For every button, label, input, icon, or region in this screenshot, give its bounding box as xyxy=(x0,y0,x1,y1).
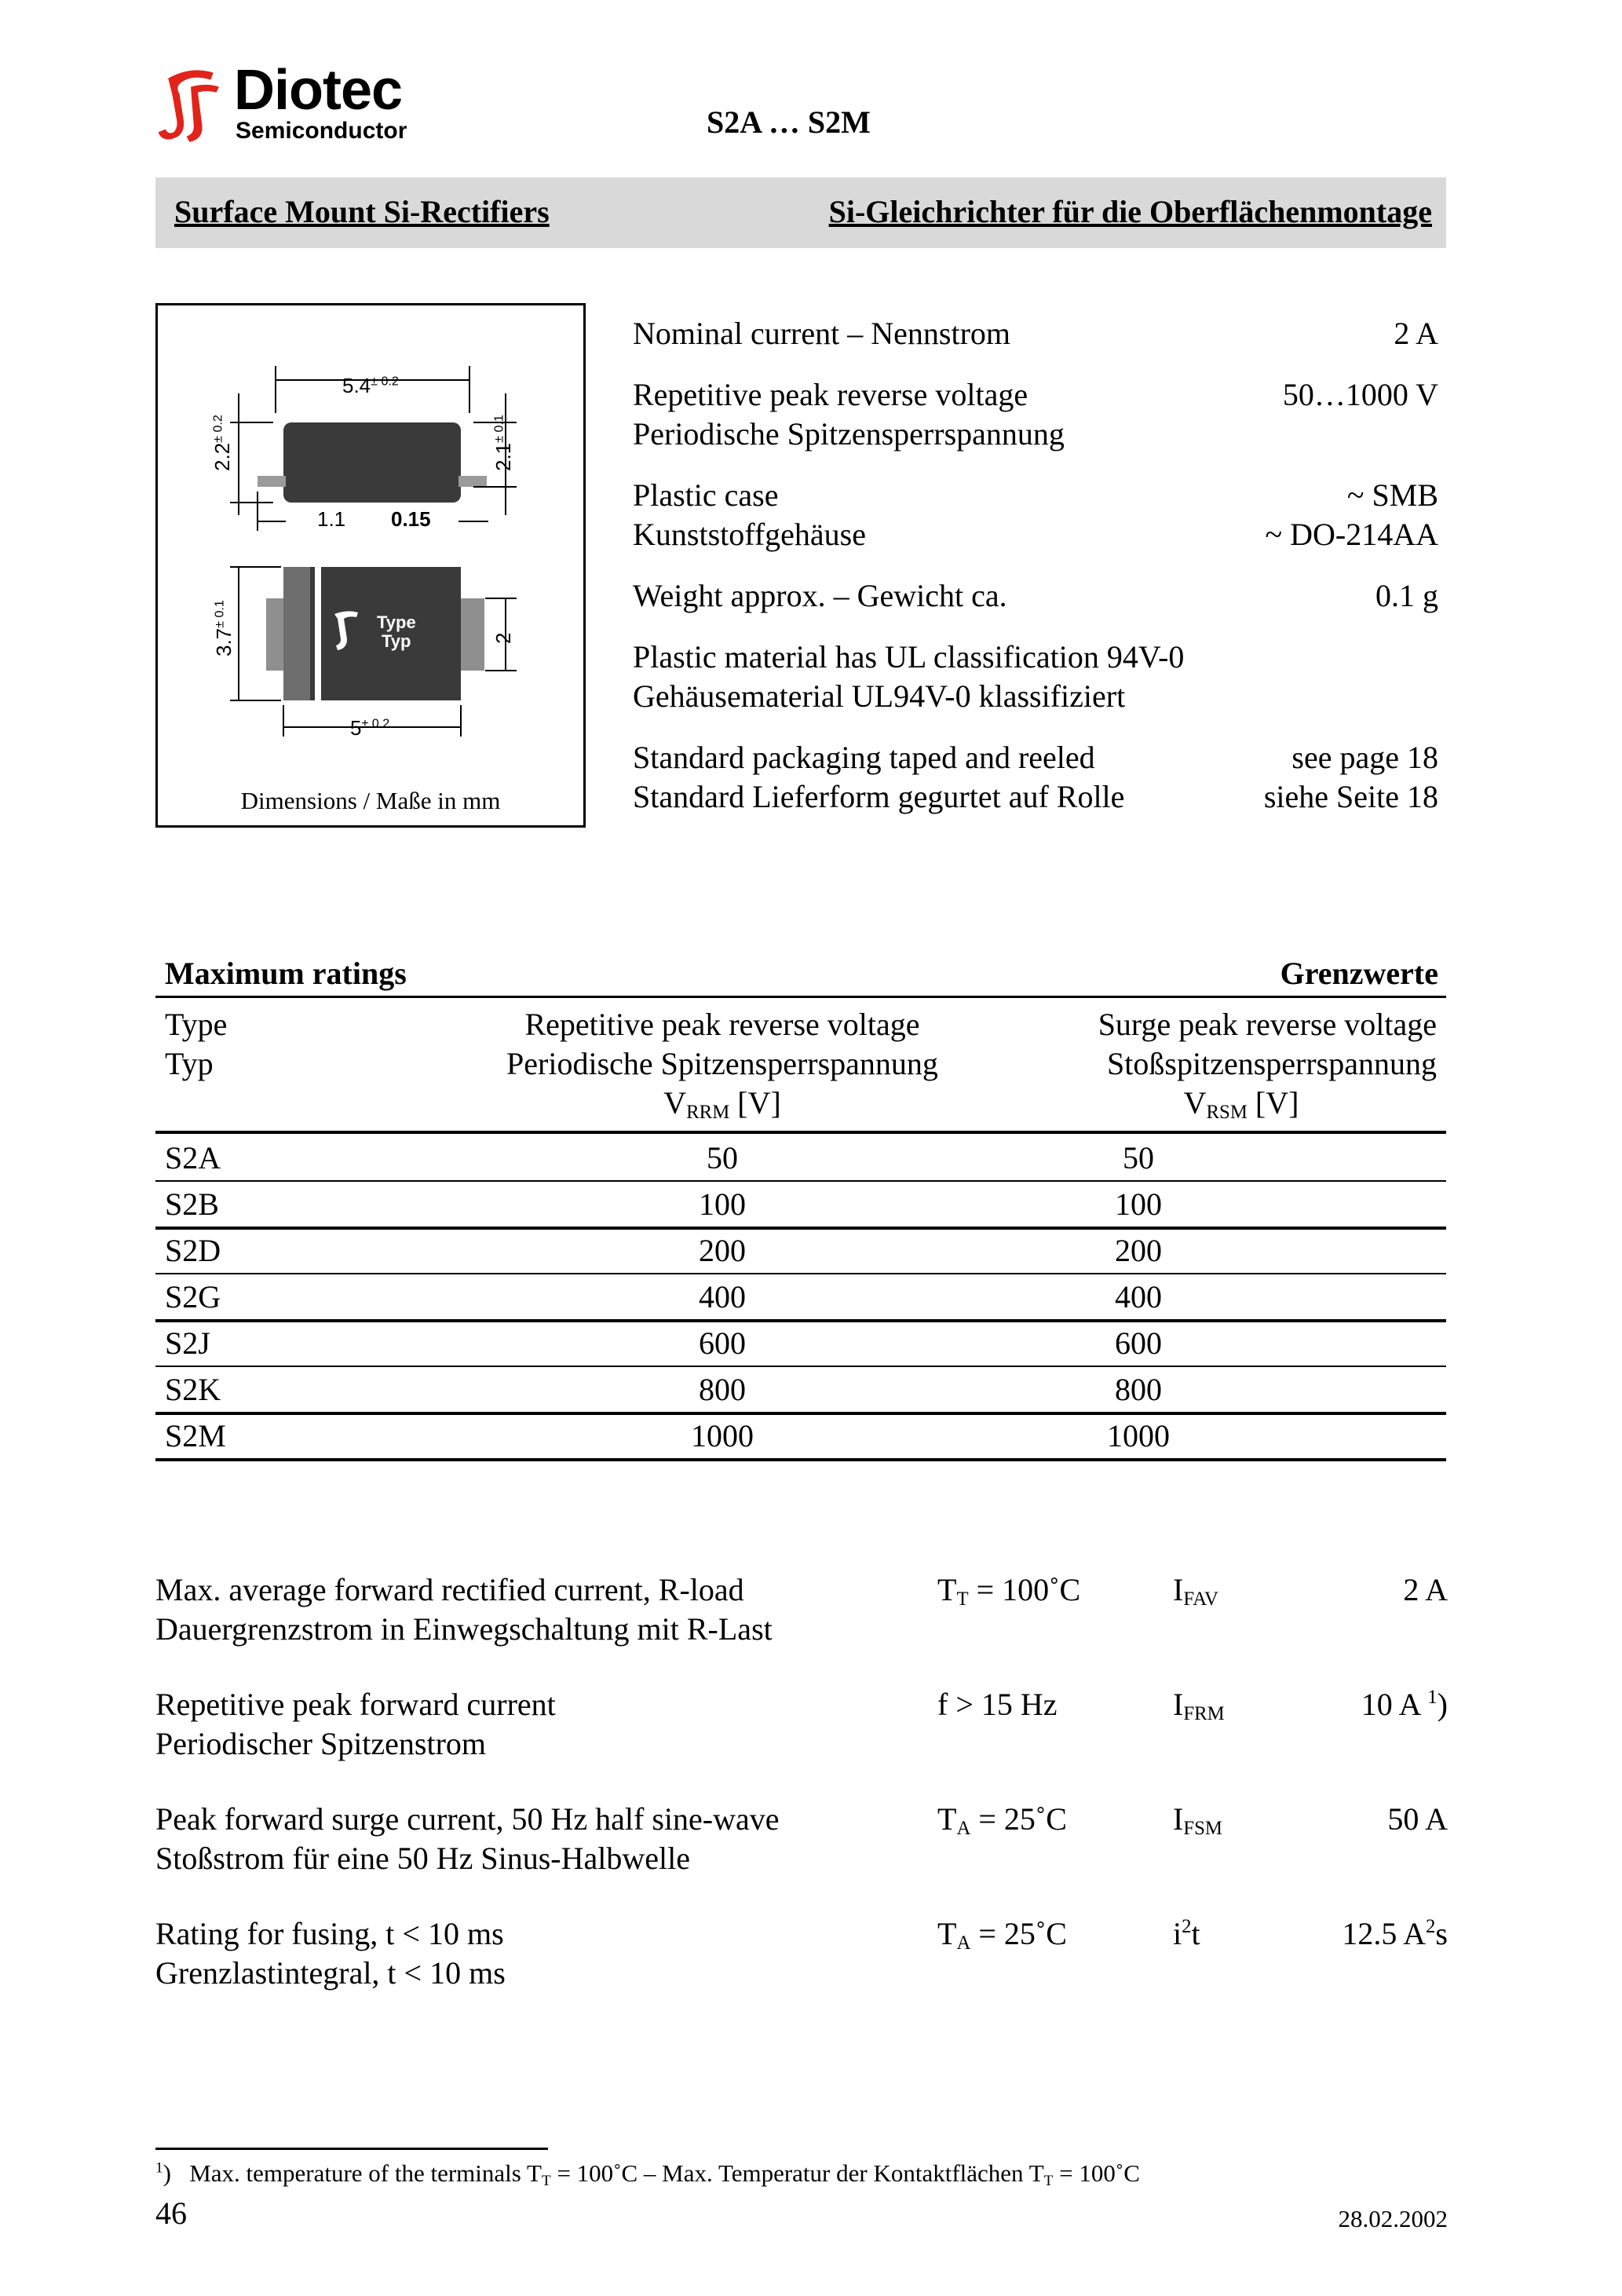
rating-row-rule xyxy=(155,1458,1446,1461)
pad-left xyxy=(266,598,283,671)
rating-vrrm-cell: 1000 xyxy=(691,1418,754,1453)
lead-left xyxy=(258,476,286,487)
rating-vrsm-cell: 600 xyxy=(1115,1325,1162,1361)
rating-vrsm-cell: 200 xyxy=(1115,1233,1162,1268)
ratings-title-en: Maximum ratings xyxy=(165,956,407,991)
param-condition: $T_A$ = 25˚C xyxy=(937,1916,1067,1954)
spec-packaging-label: Standard packaging taped and reeled Standard Lieferform gegurtet auf Rolle xyxy=(633,740,1125,814)
ratings-rule-header xyxy=(155,1131,1446,1134)
param-condition: $T_T$ = 100˚C xyxy=(937,1572,1081,1610)
cathode-band xyxy=(283,567,310,700)
spec-packaging-value: see page 18 siehe Seite 18 xyxy=(1263,740,1438,814)
section-title-en: Surface Mount Si-Rectifiers xyxy=(174,194,550,229)
footnote-rule xyxy=(155,2148,548,2150)
param-value: 2 A xyxy=(1403,1572,1448,1607)
param-symbol: $I_{FRM}$ xyxy=(1173,1687,1225,1725)
rating-vrrm-cell: 200 xyxy=(699,1233,746,1268)
rating-vrrm-cell: 400 xyxy=(699,1279,746,1314)
param-value: 50 A xyxy=(1387,1801,1448,1837)
document-title: S2A … S2M xyxy=(707,104,871,140)
package-side-body xyxy=(283,422,461,503)
param-symbol: $I_{FAV}$ xyxy=(1173,1572,1218,1610)
rating-type-cell: S2K xyxy=(165,1372,221,1407)
dim-length-top: $5.4^{\pm 0.2}$ xyxy=(342,374,399,397)
rating-type-cell: S2G xyxy=(165,1279,221,1314)
dim-height-right: $2.1^{\pm 0.1}$ xyxy=(491,415,515,471)
dim-length-bottom: $5^{\pm 0.2}$ xyxy=(350,716,390,740)
lead-right xyxy=(458,476,487,487)
param-symbol: $i^2t$ xyxy=(1173,1916,1200,1951)
rating-type-cell: S2M xyxy=(165,1418,226,1453)
spec-weight-label: Weight approx. – Gewicht ca. xyxy=(633,578,1007,613)
param-value: 12.5 $A^2s$ xyxy=(1342,1916,1448,1951)
rating-vrrm-cell: 600 xyxy=(699,1325,746,1361)
param-description: Peak forward surge current, 50 Hz half sine-wave Stoßstrom für eine 50 Hz Sinus-Halbwelle xyxy=(155,1801,780,1876)
package-marking-type: Type xyxy=(377,612,416,632)
diotec-logo-mark xyxy=(155,61,226,149)
spec-nominal-current-label: Nominal current – Nennstrom xyxy=(633,316,1010,351)
ratings-title-de: Grenzwerte xyxy=(1280,956,1438,991)
section-title-de: Si-Gleichrichter für die Oberflächenmontage xyxy=(828,194,1432,229)
dim-pad-width: 2 xyxy=(491,632,515,644)
param-description: Repetitive peak forward current Periodischer Spitzenstrom xyxy=(155,1687,556,1761)
rating-vrrm-cell: 800 xyxy=(699,1372,746,1407)
dimension-caption: Dimensions / Maße in mm xyxy=(240,787,501,814)
dim-lead-thickness: 0.15 xyxy=(391,507,431,531)
spec-rep-voltage-value: 50…1000 V xyxy=(1282,377,1438,412)
param-description: Max. average forward rectified current, R-load Dauergrenzstrom in Einwegschaltung mit R-Last xyxy=(155,1572,773,1647)
spec-weight-value: 0.1 g xyxy=(1375,578,1438,613)
rating-vrsm-cell: 400 xyxy=(1115,1279,1162,1314)
rating-vrsm-cell: 1000 xyxy=(1107,1418,1170,1453)
rating-type-cell: S2B xyxy=(165,1186,219,1222)
param-value: 10 A $^1$) xyxy=(1361,1687,1448,1722)
dim-height-left: $2.2^{\pm 0.2}$ xyxy=(210,415,234,471)
dim-width-left: $3.7^{\pm 0.1}$ xyxy=(212,600,236,656)
ratings-rule-top xyxy=(155,996,1446,998)
rating-vrrm-cell: 100 xyxy=(699,1186,746,1222)
footnote: $^1$) Max. temperature of the terminals $T_T$ = 100˚C – Max. Temperatur der Kontaktflächen $T_T$ = 100˚C xyxy=(155,2159,1140,2189)
package-marking-typ: Typ xyxy=(382,631,411,651)
spec-case-label: Plastic case Kunststoffgehäuse xyxy=(633,477,866,552)
rating-vrrm-cell: 50 xyxy=(707,1140,738,1175)
param-condition: f > 15 Hz xyxy=(937,1687,1058,1722)
spec-case-value: ~ SMB ~ DO-214AA xyxy=(1265,477,1438,552)
brand-name: Diotec xyxy=(234,59,403,122)
spec-rep-voltage-label: Repetitive peak reverse voltage Periodische Spitzensperrspannung xyxy=(633,377,1065,452)
rating-type-cell: S2J xyxy=(165,1325,210,1361)
rating-vrsm-cell: 50 xyxy=(1123,1140,1154,1175)
rating-type-cell: S2D xyxy=(165,1233,221,1268)
col-type-header: Type Typ xyxy=(165,1007,228,1081)
col-vrsm-header: Surge peak reverse voltage Stoßspitzensperrspannung $V_{RSM}$ [V] xyxy=(1098,1007,1437,1124)
param-description: Rating for fusing, t < 10 ms Grenzlastintegral, t < 10 ms xyxy=(155,1916,506,1991)
brand-subtitle: Semiconductor xyxy=(236,118,407,144)
param-symbol: $I_{FSM}$ xyxy=(1173,1801,1222,1840)
document-date: 28.02.2002 xyxy=(1338,2205,1448,2232)
spec-ul-label: Plastic material has UL classification 94V-0 Gehäusematerial UL94V-0 klassifiziert xyxy=(633,639,1185,714)
rating-vrsm-cell: 100 xyxy=(1115,1186,1162,1222)
param-condition: $T_A$ = 25˚C xyxy=(937,1801,1067,1840)
rating-type-cell: S2A xyxy=(165,1140,221,1175)
col-vrrm-header: Repetitive peak reverse voltage Periodische Spitzensperrspannung $V_{RRM}$ [V] xyxy=(506,1007,938,1124)
rating-vrsm-cell: 800 xyxy=(1115,1372,1162,1407)
pad-right xyxy=(461,598,484,671)
dim-lead-length: 1.1 xyxy=(317,507,346,531)
page-number: 46 xyxy=(155,2195,187,2231)
spec-nominal-current-value: 2 A xyxy=(1394,316,1438,351)
